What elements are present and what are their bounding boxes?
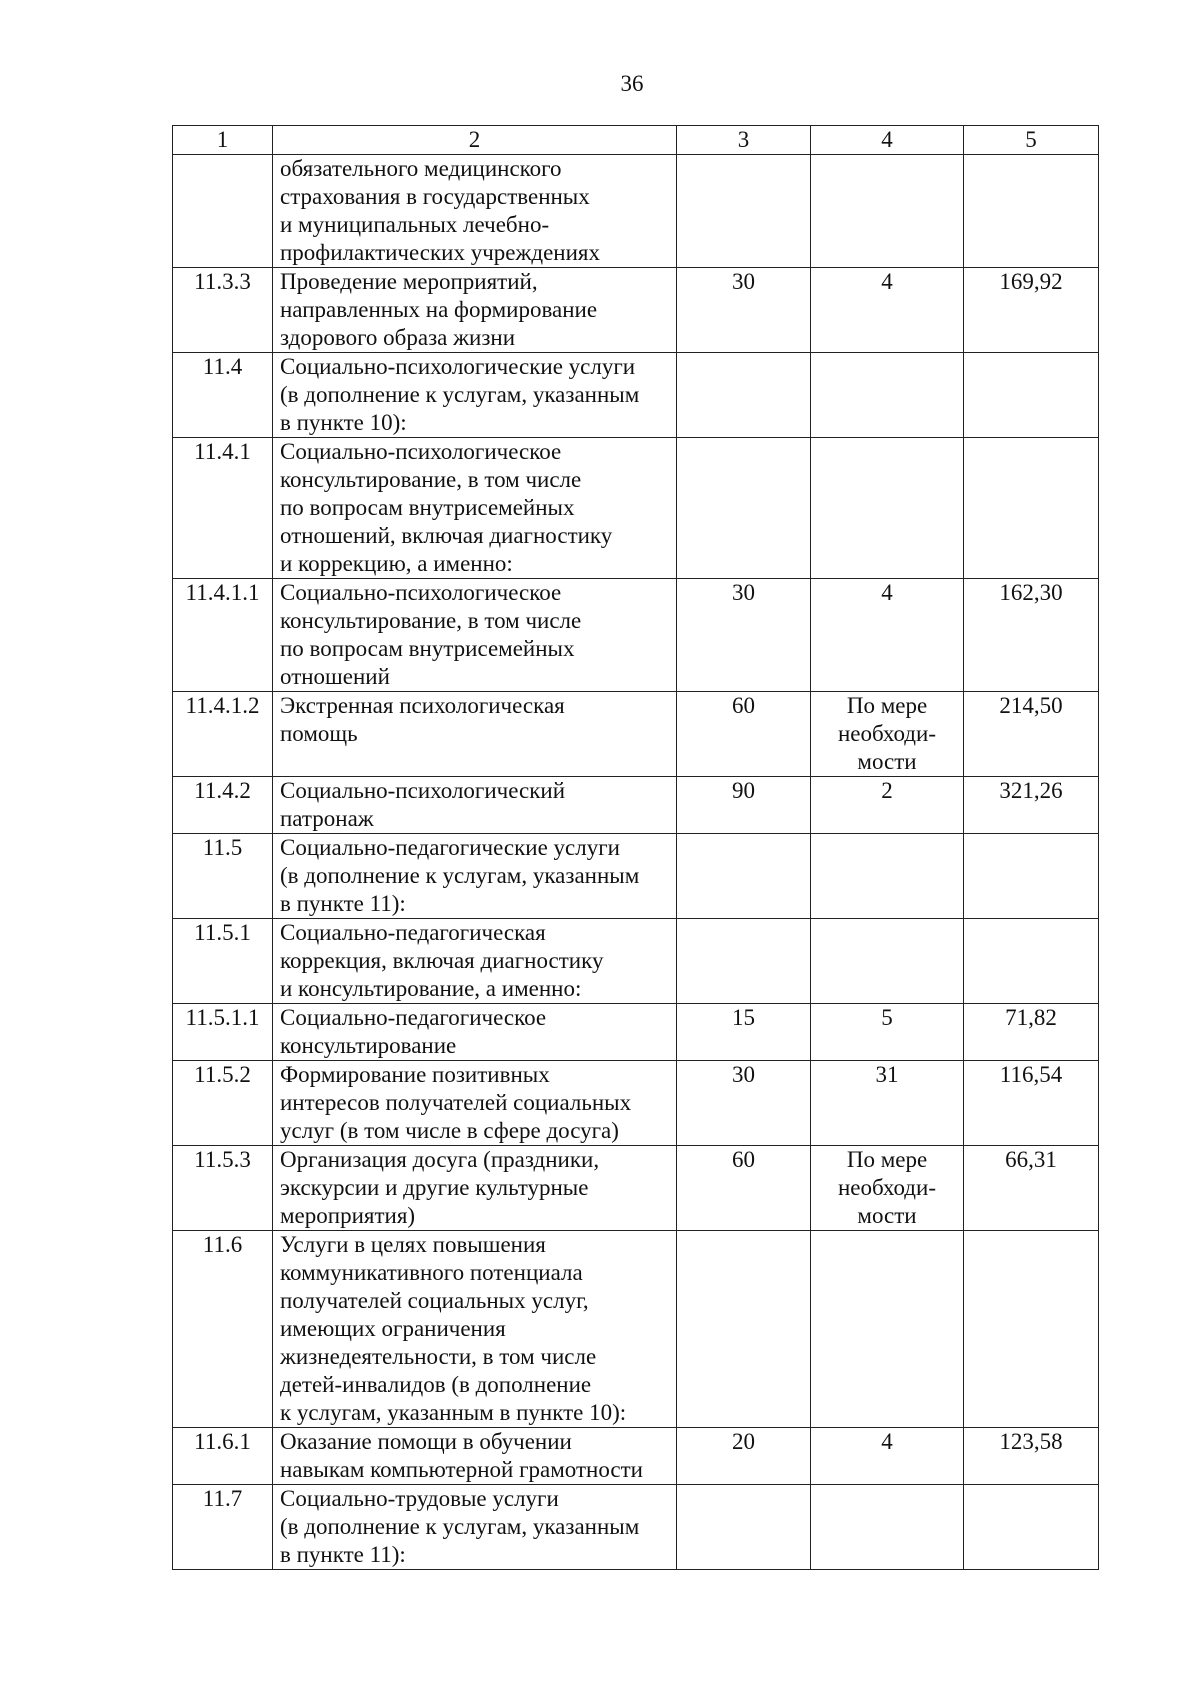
item-number-cell: 11.4.1.2 (173, 692, 273, 777)
table-row (173, 777, 1099, 834)
description-line: имеющих ограничения (280, 1316, 506, 1341)
table-row (173, 438, 1099, 579)
tariff-cell: 66,31 (964, 1146, 1099, 1231)
service-description-cell (273, 1231, 677, 1428)
description-line: Экстренная психологическая (280, 693, 565, 718)
frequency-line: мости (857, 1203, 917, 1228)
header-cell-2: 2 (273, 126, 677, 155)
description-line: (в дополнение к услугам, указанным (280, 863, 640, 888)
duration-cell: 30 (677, 1061, 811, 1146)
description-line: отношений, включая диагностику (280, 523, 613, 548)
description-line: страхования в государственных (280, 184, 590, 209)
frequency-line: необходи- (838, 1175, 936, 1200)
service-description-cell (273, 919, 677, 1004)
service-description-cell (273, 1061, 677, 1146)
header-cell-5: 5 (964, 126, 1099, 155)
description-line: Оказание помощи в обучении (280, 1429, 572, 1454)
tariff-cell (964, 1231, 1099, 1428)
tariff-cell (964, 155, 1099, 268)
description-line: помощь (280, 721, 358, 746)
frequency-line: мости (857, 749, 917, 774)
description-line: консультирование, в том числе (280, 608, 582, 633)
tariff-cell: 321,26 (964, 777, 1099, 834)
tariff-cell (964, 834, 1099, 919)
service-description-cell (273, 268, 677, 353)
description-line: Социально-трудовые услуги (280, 1486, 559, 1511)
header-cell-4: 4 (811, 126, 964, 155)
description-line: направленных на формирование (280, 297, 598, 322)
table-row (173, 834, 1099, 919)
description-line: (в дополнение к услугам, указанным (280, 382, 640, 407)
description-line: коммуникативного потенциала (280, 1260, 583, 1285)
frequency-cell (811, 1004, 964, 1061)
frequency-line: 4 (881, 1429, 893, 1454)
frequency-line: 4 (881, 269, 893, 294)
table-row (173, 1485, 1099, 1570)
tariff-cell (964, 919, 1099, 1004)
service-description-cell (273, 1428, 677, 1485)
description-line: жизнедеятельности, в том числе (280, 1344, 597, 1369)
frequency-cell (811, 268, 964, 353)
table-row (173, 1428, 1099, 1485)
service-description-cell (273, 353, 677, 438)
duration-cell (677, 1231, 811, 1428)
item-number-cell: 11.4.2 (173, 777, 273, 834)
frequency-cell (811, 155, 964, 268)
service-description-cell (273, 834, 677, 919)
header-cell-1: 1 (173, 126, 273, 155)
table-row (173, 579, 1099, 692)
tariff-cell: 214,50 (964, 692, 1099, 777)
description-line: по вопросам внутрисемейных (280, 495, 575, 520)
item-number-cell: 11.4 (173, 353, 273, 438)
table-row (173, 1061, 1099, 1146)
description-line: Социально-психологическое (280, 439, 562, 464)
description-line: (в дополнение к услугам, указанным (280, 1514, 640, 1539)
duration-cell: 90 (677, 777, 811, 834)
description-line: Организация досуга (праздники, (280, 1147, 600, 1172)
description-line: в пункте 11): (280, 891, 406, 916)
duration-cell: 15 (677, 1004, 811, 1061)
description-line: отношений (280, 664, 390, 689)
table-row (173, 692, 1099, 777)
tariff-cell: 169,92 (964, 268, 1099, 353)
description-line: услуг (в том числе в сфере досуга) (280, 1118, 619, 1143)
item-number-cell: 11.4.1.1 (173, 579, 273, 692)
description-line: и консультирование, а именно: (280, 976, 582, 1001)
frequency-line: необходи- (838, 721, 936, 746)
duration-cell: 60 (677, 692, 811, 777)
table-row (173, 1231, 1099, 1428)
tariff-cell: 123,58 (964, 1428, 1099, 1485)
description-line: Социально-педагогическая (280, 920, 546, 945)
service-description-cell (273, 1485, 677, 1570)
description-line: навыкам компьютерной грамотности (280, 1457, 643, 1482)
item-number-cell: 11.5.1.1 (173, 1004, 273, 1061)
duration-cell: 30 (677, 268, 811, 353)
description-line: Социально-психологическое (280, 580, 562, 605)
description-line: мероприятия) (280, 1203, 416, 1228)
service-description-cell (273, 1146, 677, 1231)
description-line: детей-инвалидов (в дополнение (280, 1372, 592, 1397)
description-line: Проведение мероприятий, (280, 269, 538, 294)
service-description-cell (273, 438, 677, 579)
frequency-cell (811, 1485, 964, 1570)
item-number-cell: 11.7 (173, 1485, 273, 1570)
duration-cell (677, 834, 811, 919)
service-description-cell (273, 155, 677, 268)
description-line: и муниципальных лечебно- (280, 212, 550, 237)
frequency-cell (811, 438, 964, 579)
description-line: получателей социальных услуг, (280, 1288, 589, 1313)
description-line: консультирование (280, 1033, 457, 1058)
tariff-cell: 162,30 (964, 579, 1099, 692)
frequency-cell (811, 692, 964, 777)
description-line: Социально-педагогические услуги (280, 835, 620, 860)
frequency-cell (811, 919, 964, 1004)
table-row (173, 1004, 1099, 1061)
header-row (173, 126, 1099, 155)
tariff-cell (964, 438, 1099, 579)
duration-cell (677, 919, 811, 1004)
description-line: здорового образа жизни (280, 325, 516, 350)
description-line: в пункте 11): (280, 1542, 406, 1567)
duration-cell (677, 155, 811, 268)
description-line: коррекция, включая диагностику (280, 948, 604, 973)
table-row (173, 1146, 1099, 1231)
tariff-cell (964, 353, 1099, 438)
table-row (173, 919, 1099, 1004)
description-line: Формирование позитивных (280, 1062, 550, 1087)
service-description-cell (273, 777, 677, 834)
duration-cell: 20 (677, 1428, 811, 1485)
item-number-cell: 11.5.1 (173, 919, 273, 1004)
tariff-cell: 71,82 (964, 1004, 1099, 1061)
frequency-cell (811, 834, 964, 919)
frequency-line: 4 (881, 580, 893, 605)
description-line: и коррекцию, а именно: (280, 551, 513, 576)
frequency-cell (811, 777, 964, 834)
services-table (172, 125, 1099, 1570)
service-description-cell (273, 579, 677, 692)
item-number-cell (173, 155, 273, 268)
service-description-cell (273, 1004, 677, 1061)
table-row (173, 353, 1099, 438)
item-number-cell: 11.5.3 (173, 1146, 273, 1231)
description-line: Услуги в целях повышения (280, 1232, 546, 1257)
frequency-line: По мере (846, 693, 928, 718)
header-cell-3: 3 (677, 126, 811, 155)
description-line: Социально-психологические услуги (280, 354, 636, 379)
description-line: экскурсии и другие культурные (280, 1175, 589, 1200)
frequency-cell (811, 1428, 964, 1485)
description-line: Социально-психологический (280, 778, 566, 803)
description-line: профилактических учреждениях (280, 240, 601, 265)
description-line: обязательного медицинского (280, 156, 562, 181)
duration-cell (677, 353, 811, 438)
duration-cell: 30 (677, 579, 811, 692)
item-number-cell: 11.4.1 (173, 438, 273, 579)
tariff-cell (964, 1485, 1099, 1570)
frequency-cell (811, 579, 964, 692)
frequency-line: 31 (875, 1062, 899, 1087)
description-line: к услугам, указанным в пункте 10): (280, 1400, 627, 1425)
table-row (173, 268, 1099, 353)
frequency-line: 2 (881, 778, 893, 803)
tariff-cell: 116,54 (964, 1061, 1099, 1146)
item-number-cell: 11.6 (173, 1231, 273, 1428)
table-row (173, 155, 1099, 268)
frequency-cell (811, 1231, 964, 1428)
frequency-cell (811, 353, 964, 438)
item-number-cell: 11.6.1 (173, 1428, 273, 1485)
description-line: в пункте 10): (280, 410, 407, 435)
item-number-cell: 11.5 (173, 834, 273, 919)
item-number-cell: 11.3.3 (173, 268, 273, 353)
description-line: Социально-педагогическое (280, 1005, 547, 1030)
frequency-cell (811, 1146, 964, 1231)
page-number: 36 (620, 71, 644, 96)
item-number-cell: 11.5.2 (173, 1061, 273, 1146)
description-line: интересов получателей социальных (280, 1090, 632, 1115)
frequency-line: По мере (846, 1147, 928, 1172)
description-line: консультирование, в том числе (280, 467, 582, 492)
frequency-cell (811, 1061, 964, 1146)
service-description-cell (273, 692, 677, 777)
frequency-line: 5 (881, 1005, 893, 1030)
duration-cell: 60 (677, 1146, 811, 1231)
description-line: по вопросам внутрисемейных (280, 636, 575, 661)
duration-cell (677, 1485, 811, 1570)
description-line: патронаж (280, 806, 374, 831)
duration-cell (677, 438, 811, 579)
